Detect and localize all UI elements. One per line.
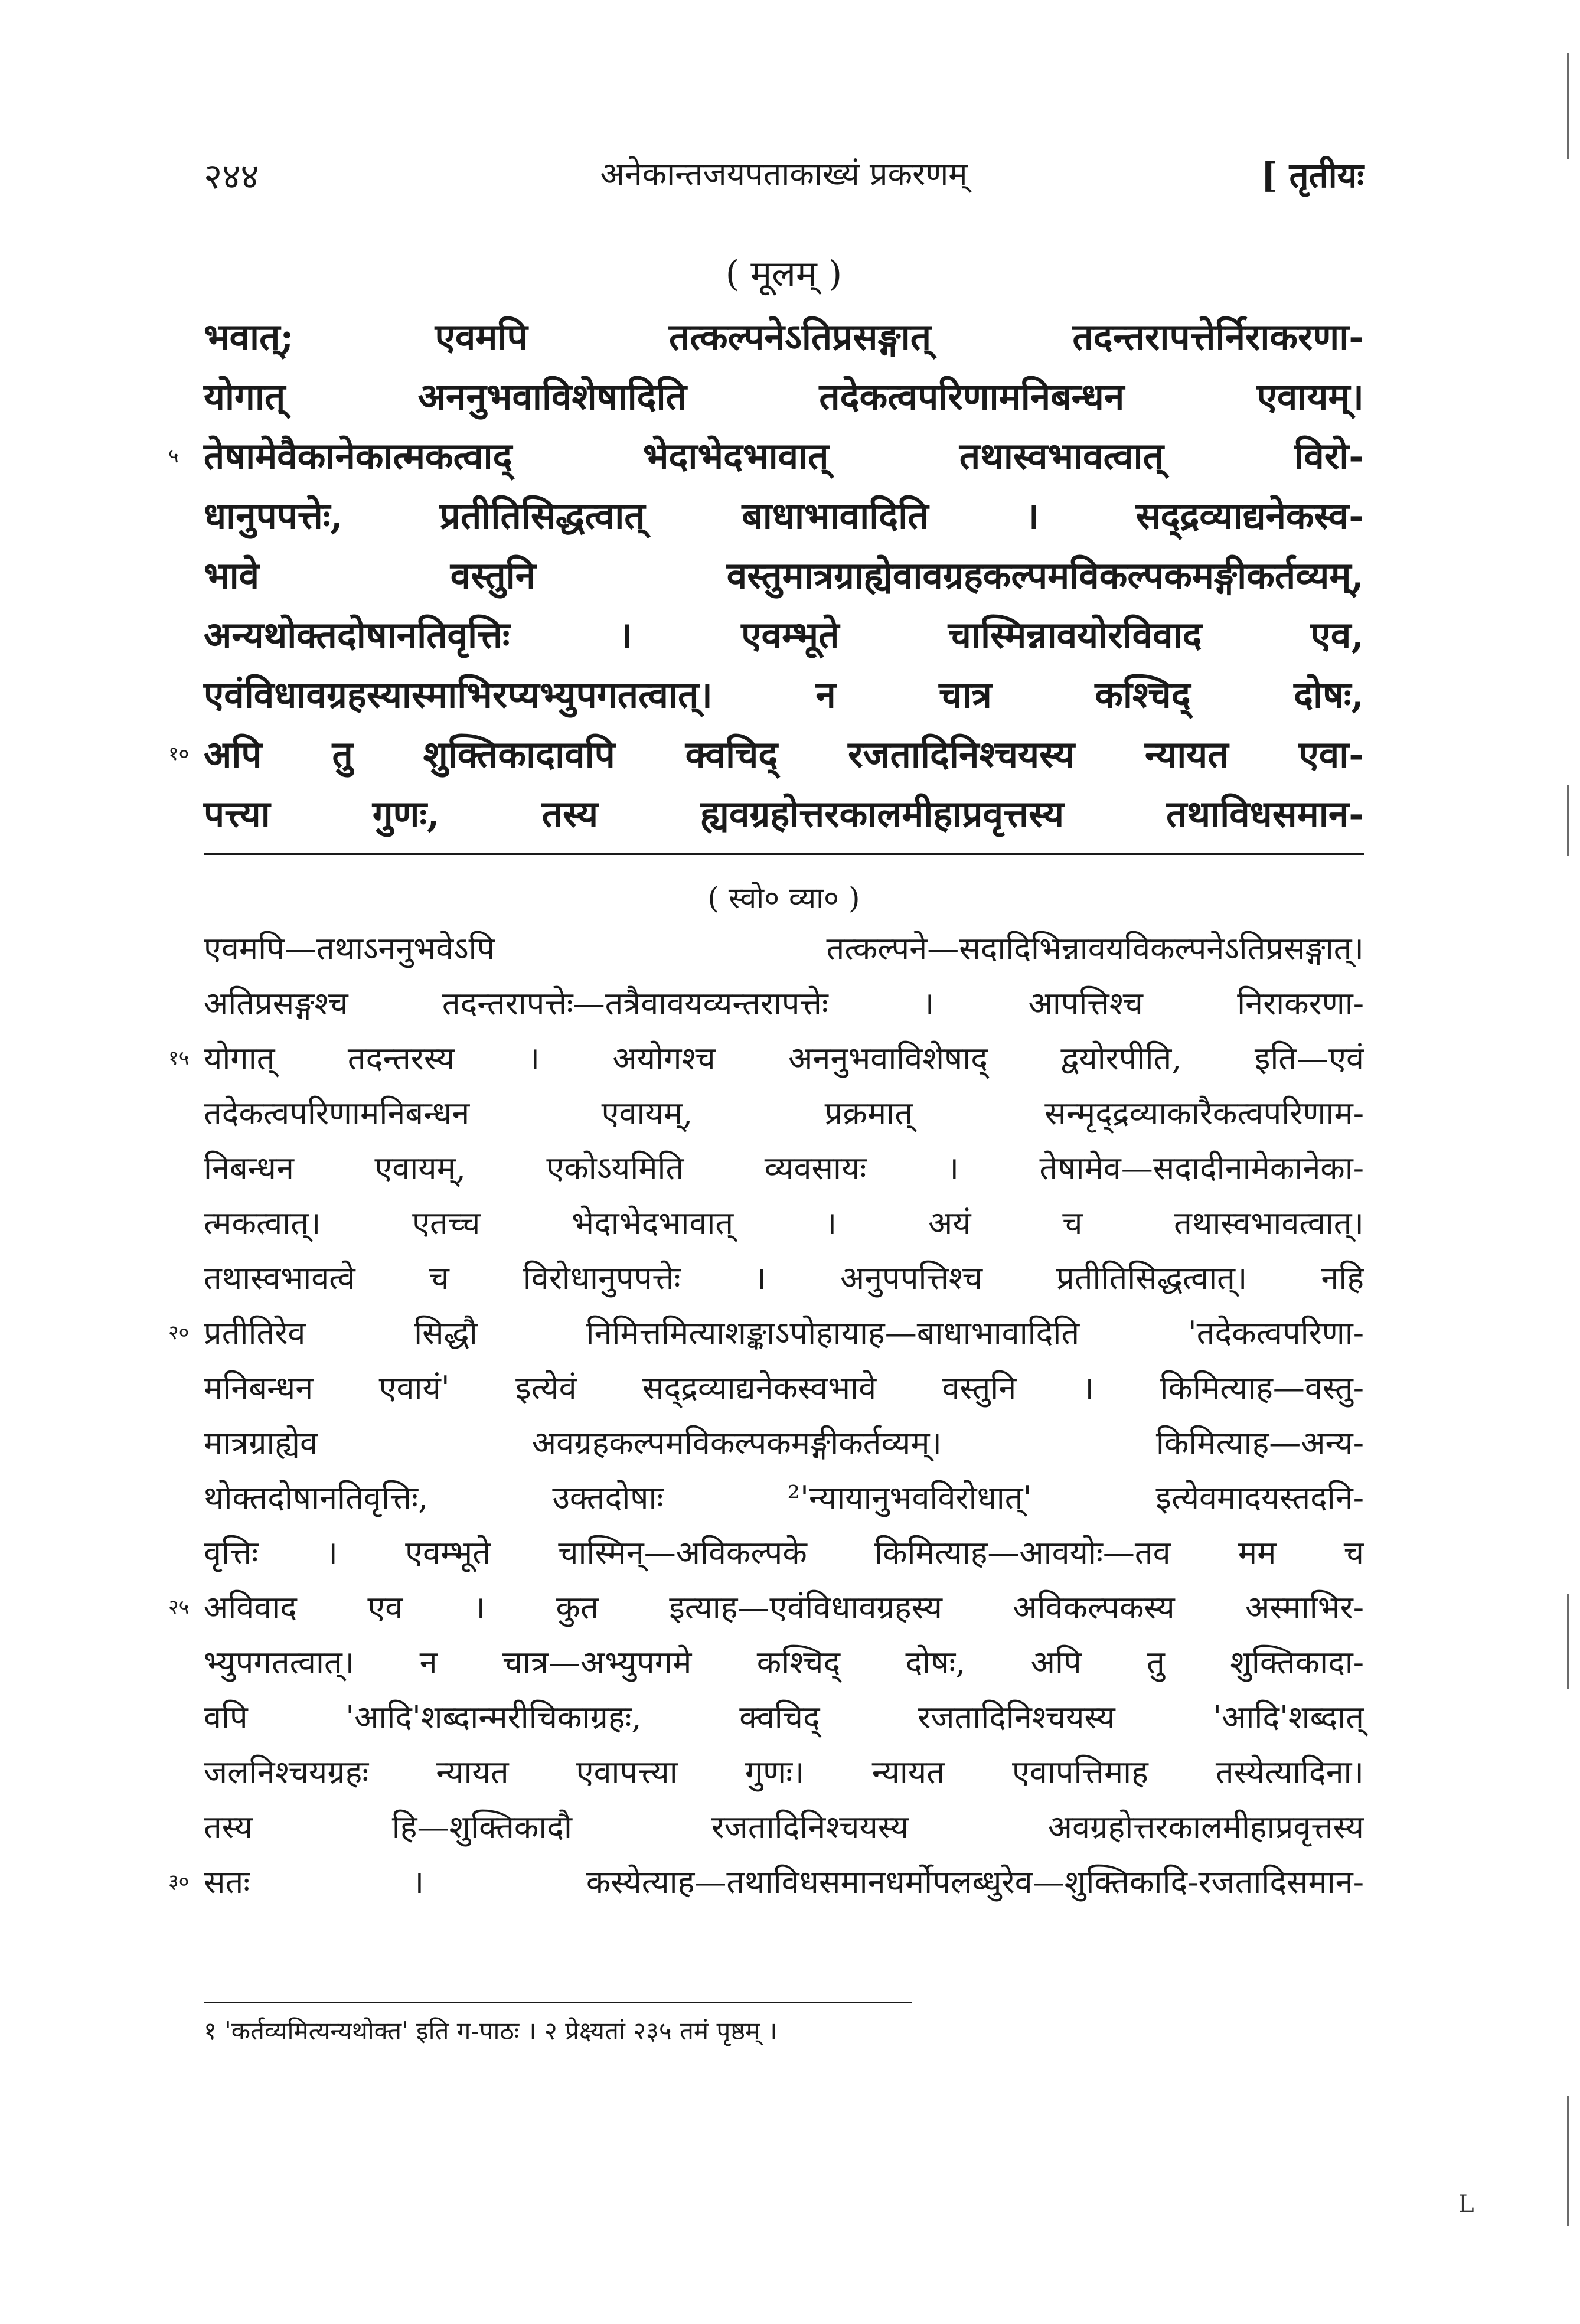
mulam-line bbox=[204, 486, 1364, 546]
running-title: अनेकान्तजयपताकाख्यं प्रकरणम् bbox=[600, 155, 968, 192]
commentary-line bbox=[204, 1800, 1364, 1855]
commentary-line-text: अतिप्रसङ्गश्च तदन्तरापत्तेः—तत्रैवावयव्यन्तरापत्तेः । आपत्तिश्च निराकरणा- bbox=[204, 985, 1364, 1022]
page-header bbox=[204, 151, 1364, 204]
commentary-line bbox=[168, 1855, 1364, 1910]
commentary-line bbox=[204, 1635, 1364, 1690]
commentary-line bbox=[204, 1086, 1364, 1141]
page-number: २४४ bbox=[204, 156, 259, 197]
commentary-line bbox=[168, 1305, 1364, 1360]
mulam-line bbox=[168, 724, 1364, 784]
mulam-line-text: तेषामेवैकानेकात्मकत्वाद् भेदाभेदभावात् तथास्वभावत्वात् विरो- bbox=[204, 435, 1364, 478]
commentary-line bbox=[204, 1360, 1364, 1415]
commentary-line-text: त्मकत्वात्। एतच्च भेदाभेदभावात् । अयं च तथास्वभावत्वात्। bbox=[204, 1205, 1364, 1242]
commentary-line bbox=[204, 1690, 1364, 1745]
line-number: १० bbox=[168, 742, 190, 766]
mulam-line-text: एवंविधावग्रहस्यास्माभिरप्यभ्युपगतत्वात्। न चात्र कश्चिद् दोषः, bbox=[204, 673, 1364, 716]
commentary-line-text: निबन्धन एवायम्, एकोऽयमिति व्यवसायः । तेषामेव—सदादीनामेकानेका- bbox=[204, 1150, 1364, 1187]
mulam-line bbox=[204, 784, 1364, 844]
footnote-divider bbox=[204, 2002, 912, 2003]
commentary-line-text: एवमपि—तथाऽननुभवेऽपि तत्कल्पने—सदादिभिन्नावयविकल्पनेऽतिप्रसङ्गात्। bbox=[204, 930, 1364, 967]
mulam-heading: ( मूलम् ) bbox=[725, 253, 843, 295]
line-number: २५ bbox=[168, 1595, 190, 1619]
scan-edge-mark bbox=[1567, 785, 1569, 856]
line-number: ३० bbox=[168, 1870, 190, 1894]
mulam-line-text: धानुपपत्तेः, प्रतीतिसिद्धत्वात् बाधाभावादिति । सद्द्रव्याद्यनेकस्व- bbox=[204, 494, 1364, 537]
commentary-line-text: वृत्तिः । एवम्भूते चास्मिन्—अविकल्पके किमित्याह—आवयोः—तव मम च bbox=[204, 1534, 1364, 1571]
commentary-line-text: वपि 'आदि'शब्दान्मरीचिकाग्रहः, क्वचिद् रजतादिनिश्चयस्य 'आदि'शब्दात् bbox=[204, 1699, 1364, 1736]
commentary-line-text: सतः । कस्येत्याह—तथाविधसमानधर्मोपलब्धुरेव—शुक्तिकादि-रजतादिसमान- bbox=[204, 1863, 1364, 1901]
line-number: ५ bbox=[168, 444, 179, 468]
section-divider bbox=[204, 853, 1364, 855]
mulam-line bbox=[204, 367, 1364, 426]
commentary-line bbox=[204, 1745, 1364, 1800]
commentary-line-text: थोक्तदोषानतिवृत्तिः, उक्तदोषाः ²'न्यायानुभवविरोधात्' इत्येवमादयस्तदनि- bbox=[204, 1479, 1364, 1516]
mulam-line-text: अन्यथोक्तदोषानतिवृत्तिः । एवम्भूते चास्मिन्नावयोरविवाद एव, bbox=[204, 613, 1364, 657]
commentary-line bbox=[168, 1580, 1364, 1635]
commentary-text-block bbox=[168, 921, 1364, 1910]
commentary-line bbox=[204, 921, 1364, 976]
commentary-line-text: तथास्वभावत्वे च विरोधानुपपत्तेः । अनुपपत्तिश्च प्रतीतिसिद्धत्वात्। नहि bbox=[204, 1259, 1364, 1297]
corner-mark: L bbox=[1458, 2191, 1474, 2218]
commentary-line-text: तस्य हि—शुक्तिकादौ रजतादिनिश्चयस्य अवग्रहोत्तरकालमीहाप्रवृत्तस्य bbox=[204, 1809, 1364, 1846]
scan-edge-mark bbox=[1567, 2096, 1569, 2226]
commentary-line-text: भ्युपगतत्वात्। न चात्र—अभ्युपगमे कश्चिद् दोषः, अपि तु शुक्तिकादा- bbox=[204, 1644, 1364, 1681]
commentary-line bbox=[204, 976, 1364, 1031]
commentary-line bbox=[204, 1196, 1364, 1251]
commentary-line-text: मात्रग्राह्येव अवग्रहकल्पमविकल्पकमङ्गीकर्तव्यम्। किमित्याह—अन्य- bbox=[204, 1424, 1364, 1461]
commentary-line bbox=[204, 1470, 1364, 1525]
chapter-tag: [ तृतीयः bbox=[1261, 155, 1364, 195]
mulam-line bbox=[204, 546, 1364, 605]
mulam-line-text: भावे वस्तुनि वस्तुमात्रग्राह्येवावग्रहकल्पमविकल्पकमङ्गीकर्तव्यम्, bbox=[204, 554, 1364, 597]
scan-edge-mark bbox=[1567, 1594, 1569, 1689]
commentary-line bbox=[204, 1251, 1364, 1305]
commentary-line-text: जलनिश्चयग्रहः न्यायत एवापत्त्या गुणः। न्यायत एवापत्तिमाह तस्येत्यादिना। bbox=[204, 1754, 1364, 1791]
commentary-line-text: मनिबन्धन एवायं' इत्येवं सद्द्रव्याद्यनेकस्वभावे वस्तुनि । किमित्याह—वस्तु- bbox=[204, 1369, 1364, 1406]
mulam-line-text: पत्त्या गुणः, तस्य ह्यवग्रहोत्तरकालमीहाप्रवृत्तस्य तथाविधसमान- bbox=[204, 792, 1364, 835]
scan-edge-mark bbox=[1567, 53, 1569, 159]
mulam-line bbox=[168, 426, 1364, 486]
mulam-line-text: योगात् अननुभवाविशेषादिति तदेकत्वपरिणामनिबन्धन एवायम्। bbox=[204, 375, 1364, 418]
line-number: २० bbox=[168, 1321, 190, 1344]
mulam-line bbox=[204, 605, 1364, 665]
commentary-heading: ( स्वो० व्या० ) bbox=[707, 881, 860, 915]
mulam-line bbox=[204, 307, 1364, 367]
commentary-line-text: तदेकत्वपरिणामनिबन्धन एवायम्, प्रक्रमात् सन्मृद्द्रव्याकारैकत्वपरिणाम- bbox=[204, 1095, 1364, 1132]
commentary-line bbox=[168, 1031, 1364, 1086]
commentary-line-text: प्रतीतिरेव सिद्धौ निमित्तमित्याशङ्काऽपोहायाह—बाधाभावादिति 'तदेकत्वपरिणा- bbox=[204, 1314, 1364, 1352]
commentary-line bbox=[204, 1525, 1364, 1580]
commentary-line bbox=[204, 1141, 1364, 1196]
line-number: १५ bbox=[168, 1046, 190, 1070]
footnote: १ 'कर्तव्यमित्यन्यथोक्त' इति ग-पाठः । २ प्रेक्ष्यतां २३५ तमं पृष्ठम् । bbox=[204, 2016, 778, 2045]
commentary-line bbox=[204, 1415, 1364, 1470]
mulam-line-text: भवात्; एवमपि तत्कल्पनेऽतिप्रसङ्गात् तदन्तरापत्तेर्निराकरणा- bbox=[204, 315, 1364, 358]
mulam-text-block bbox=[168, 307, 1364, 844]
commentary-line-text: योगात् तदन्तरस्य । अयोगश्च अननुभवाविशेषाद् द्वयोरपीति, इति—एवं bbox=[204, 1040, 1364, 1077]
mulam-line bbox=[204, 665, 1364, 724]
mulam-line-text: अपि तु शुक्तिकादावपि क्वचिद् रजतादिनिश्चयस्य न्यायत एवा- bbox=[204, 733, 1364, 776]
commentary-line-text: अविवाद एव । कुत इत्याह—एवंविधावग्रहस्य अविकल्पकस्य अस्माभिर- bbox=[204, 1589, 1364, 1626]
